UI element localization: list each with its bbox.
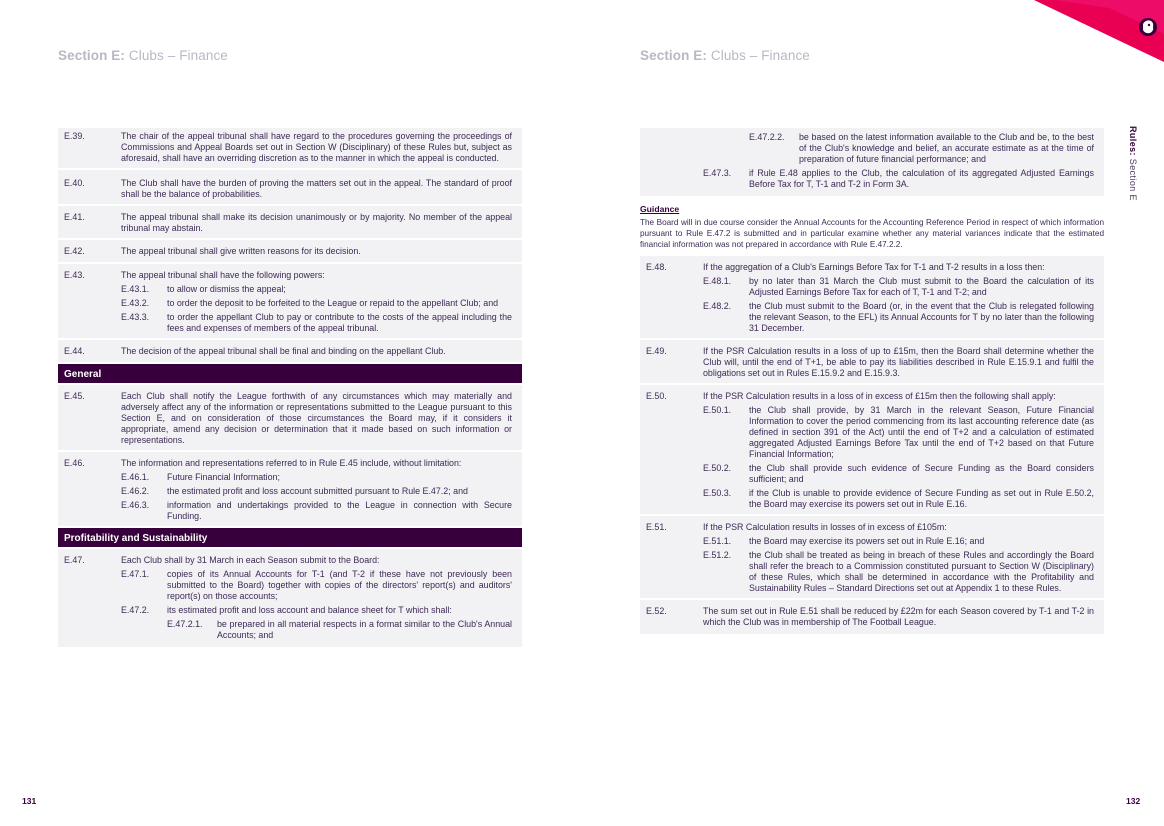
page-header-right: Section E: Clubs – Finance xyxy=(640,48,810,63)
page-header-left: Section E: Clubs – Finance xyxy=(58,48,228,63)
rule-e47-cont xyxy=(640,128,1104,198)
rule-e47-2: E.47.2. its estimated profit and loss account and balance sheet for T which shall: xyxy=(121,605,452,615)
rule-e48-1: E.48.1. by no later than 31 March the Club must submit to the Board the calculation of its Adjusted Earnings Before Tax for each of T, T-1 and T-2; and xyxy=(703,276,1094,297)
rule-e51-1: E.51.1. the Board may exercise its powers set out in Rule E.16; and xyxy=(703,536,985,546)
section-heading-profitability: Profitability and Sustainability xyxy=(58,528,522,549)
rule-e51: E.51. If the PSR Calculation results in losses of in excess of £105m: E.51.1. the Board may exercise its powers set out in Rule E.16; and E.51.2. the Club shall be treated as being in breach of these Rules and accordingly the Board shall refer the breach to a Commission constituted pursuant to Section W (Disciplinary) of these Rules, which shall be determined in accordance with the Profitability and Sustainability Rules – Standard Directions set out at Appendix 1 to these Rules. xyxy=(640,516,1104,600)
rule-e50-3: E.50.3. if the Club is unable to provide evidence of Secure Funding as set out in Rule E.50.2, the Board may exercise its powers set out in Rule E.16. xyxy=(703,488,1094,509)
rule-e46-1: E.46.1. Future Financial Information; xyxy=(121,472,280,482)
rule-e47-1: E.47.1. copies of its Annual Accounts for T-1 (and T-2 if these have not previously been submitted to the Board) together with copies of the directors' report(s) and auditors' report(s) on those accounts; xyxy=(121,569,512,601)
rule-e41: E.41. The appeal tribunal shall make its decision unanimously or by majority. No member of the appeal tribunal may abstain. xyxy=(58,206,522,240)
guidance-text: The Board will in due course consider the Annual Accounts for the Accounting Reference Period in respect of which information pursuant to Rule E.47.2 is submitted and in particular examine whether any material variances indicate that the estimated financial information was not prepared in accordance with Rule E.47.2.2. xyxy=(640,218,1104,249)
rule-e46-2: E.46.2. the estimated profit and loss account submitted pursuant to Rule E.47.2; and xyxy=(121,486,468,496)
page-number-left: 131 xyxy=(22,796,37,806)
rule-e45: E.45. Each Club shall notify the League forthwith of any circumstances which may materially and adversely affect any of the information or representations submitted to the League pursuant to this Section E, and on consideration of those circumstances the Board may, if it considers it appropriate, amend any decision or determination that it made based on such information or representations. xyxy=(58,385,522,452)
right-column xyxy=(640,128,1104,636)
rule-e50-1: E.50.1. the Club shall provide, by 31 March in the relevant Season, Future Financial Information to cover the period commencing from its last accounting reference date (as defined in section 391 of the Act) until the end of T+2 and a calculation of estimated aggregated Adjusted Earnings Before Tax until the end of T+2 based on that Future Financial Information; xyxy=(703,405,1094,459)
rule-e47-3: E.47.3. if Rule E.48 applies to the Club, the calculation of its aggregated Adjusted Earnings Before Tax for T, T-1 and T-2 in Form 3A. xyxy=(703,168,1094,189)
rule-e43: E.43. The appeal tribunal shall have the following powers: E.43.1. to allow or dismiss the appeal; E.43.2. to order the deposit to be forfeited to the League or repaid to the appellant Club; and E.43.3. to order the appellant Club to pay or contribute to the costs of the appeal including the fees and expenses of members of the appeal tribunal. xyxy=(58,264,522,340)
left-column xyxy=(58,128,522,649)
rule-e44: E.44. The decision of the appeal tribunal shall be final and binding on the appellant Club. xyxy=(58,340,522,364)
rule-e50: E.50. If the PSR Calculation results in a loss of in excess of £15m then the following shall apply: E.50.1. the Club shall provide, by 31 March in the relevant Season, Future Financial Information to cover the period commencing from its last accounting reference date (as defined in section 391 of the Act) until the end of T+2 and a calculation of estimated aggregated Adjusted Earnings Before Tax until the end of T+2 based on that Future Financial Information; E.50.2. the Club shall provide such evidence of Secure Funding as the Board considers sufficient; and E.50.3. if the Club is unable to provide evidence of Secure Funding as set out in Rule E.50.2, the Board may exercise its powers set out in Rule E.16. xyxy=(640,385,1104,516)
rule-e47-2-1: E.47.2.1. be prepared in all material respects in a format similar to the Club's Annual Accounts; and xyxy=(167,619,512,640)
rule-e51-2: E.51.2. the Club shall be treated as being in breach of these Rules and accordingly the Board shall refer the breach to a Commission constituted pursuant to Section W (Disciplinary) of these Rules, which shall be determined in accordance with the Profitability and Sustainability Rules – Standard Directions set out at Appendix 1 to these Rules. xyxy=(703,550,1094,593)
rule-e42: E.42. The appeal tribunal shall give written reasons for its decision. xyxy=(58,240,522,264)
rule-e39: E.39. The chair of the appeal tribunal shall have regard to the procedures governing the proceedings of Commissions and Appeal Boards set out in Section W (Disciplinary) of these Rules but, subject as aforesaid, shall have an overriding discretion as to the manner in which the appeal is conducted. xyxy=(58,128,522,170)
page-number-right: 132 xyxy=(1126,796,1141,806)
rule-e46-3: E.46.3. information and undertakings provided to the League in connection with Secure Funding. xyxy=(121,500,512,521)
rule-e46: E.46. The information and representations referred to in Rule E.45 include, without limitation: E.46.1. Future Financial Information; E.46.2. the estimated profit and loss account submitted pursuant to Rule E.47.2; and E.46.3. information and undertakings provided to the League in connection with Secure Funding. xyxy=(58,452,522,528)
rule-e43-1: E.43.1. to allow or dismiss the appeal; xyxy=(121,284,286,294)
rule-e43-3: E.43.3. to order the appellant Club to pay or contribute to the costs of the appeal including the fees and expenses of members of the appeal tribunal. xyxy=(121,312,512,333)
rule-e40: E.40. The Club shall have the burden of proving the matters set out in the appeal. The standard of proof shall be the balance of probabilities. xyxy=(58,170,522,206)
corner-logo-graphic xyxy=(1014,0,1164,75)
rule-e43-2: E.43.2. to order the deposit to be forfeited to the League or repaid to the appellant Club; and xyxy=(121,298,499,308)
rule-e47: E.47. Each Club shall by 31 March in each Season submit to the Board: E.47.1. copies of its Annual Accounts for T-1 (and T-2 if these have not previously been submitted to the Board) together with copies of the directors' report(s) and auditors' report(s) on those accounts; E.47.2. its estimated profit and loss account and balance sheet for T which shall: E.47.2.1. be prepared in all material respects in a format similar to the Club's Annual Accounts; and xyxy=(58,549,522,649)
rule-e48-2: E.48.2. the Club must submit to the Board (or, in the event that the Club is relegated following the relevant Season, to the EFL) its Annual Accounts for T by no later than the following 31 December. xyxy=(703,301,1094,333)
section-heading-general: General xyxy=(58,364,522,385)
rule-e48: E.48. If the aggregation of a Club's Earnings Before Tax for T-1 and T-2 results in a loss then: E.48.1. by no later than 31 March the Club must submit to the Board the calculation of its Adjusted Earnings Before Tax for each of T, T-1 and T-2; and E.48.2. the Club must submit to the Board (or, in the event that the Club is relegated following the relevant Season, to the EFL) its Annual Accounts for T by no later than the following 31 December. xyxy=(640,256,1104,340)
lion-crest-icon xyxy=(1139,18,1157,36)
rule-e47-2-2: E.47.2.2. be based on the latest information available to the Club and be, to the best of the Club's knowledge and belief, an accurate estimate as at the time of preparation of future financial performance; and xyxy=(749,132,1094,164)
guidance-heading: Guidance xyxy=(640,204,680,214)
rule-e52: E.52. The sum set out in Rule E.51 shall be reduced by £22m for each Season covered by T-1 and T-2 in which the Club was in membership of The Football League. xyxy=(640,600,1104,636)
rule-e50-2: E.50.2. the Club shall provide such evidence of Secure Funding as the Board considers sufficient; and xyxy=(703,463,1094,484)
rule-e49: E.49. If the PSR Calculation results in a loss of up to £15m, then the Board shall determine whether the Club will, until the end of T+1, be able to pay its liabilities described in Rule E.15.9.1 and fulfil the obligations set out in Rules E.15.9.2 and E.15.9.3. xyxy=(640,340,1104,385)
side-section-label: Rules: Section E xyxy=(1128,126,1138,201)
